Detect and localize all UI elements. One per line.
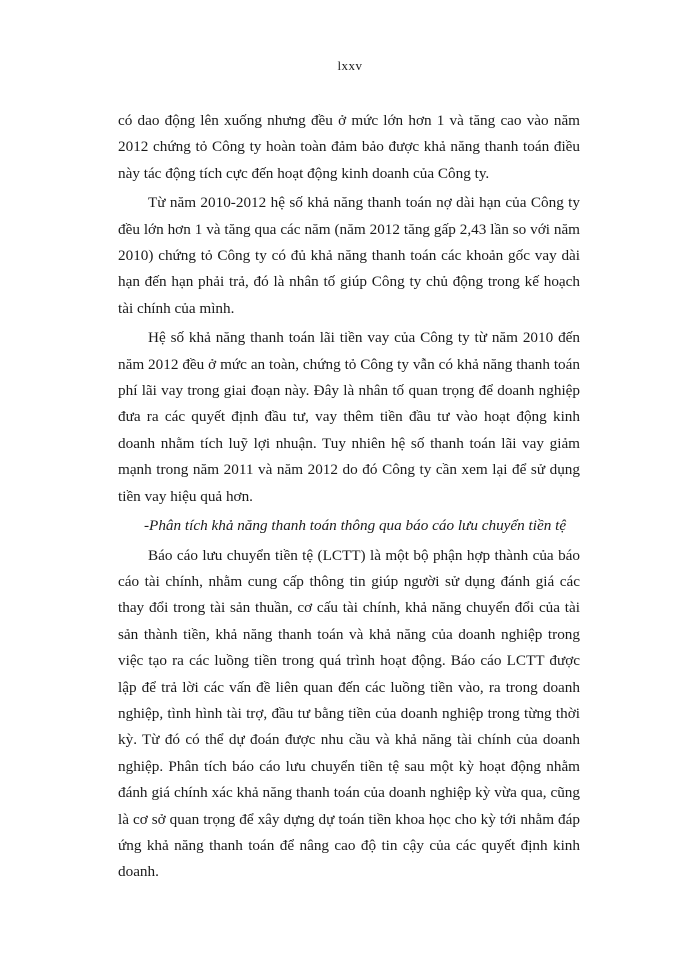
section-heading-cash-flow: -Phân tích khả năng thanh toán thông qua báo cáo lưu chuyển tiền tệ [144,517,567,535]
paragraph-continuation: có dao động lên xuống nhưng đều ở mức lớn hơn 1 và tăng cao vào năm 2012 chứng tỏ Công ty hoàn toàn đảm bảo được khả năng thanh toán điều này tác động tích cực đến hoạt động kinh doanh của Công ty. [118,112,580,182]
page-number: lxxv [337,58,363,73]
paragraph-long-term-solvency: Từ năm 2010-2012 hệ số khả năng thanh toán nợ dài hạn của Công ty đều lớn hơn 1 và tăng qua các năm (năm 2012 tăng gấp 2,43 lần so với năm 2010) chứng tỏ Công ty có đủ khả năng thanh toán các khoản gốc vay dài hạn đến hạn phải trả, đó là nhân tố giúp Công ty chủ động trong kế hoạch tài chính của mình. [118,194,580,317]
document-body [118,108,580,889]
paragraph-interest-coverage: Hệ số khả năng thanh toán lãi tiền vay của Công ty từ năm 2010 đến năm 2012 đều ở mức an toàn, chứng tỏ Công ty vẫn có khả năng thanh toán phí lãi vay trong giai đoạn này. Đây là nhân tố quan trọng để doanh nghiệp đưa ra các quyết định đầu tư, vay thêm tiền đầu tư vào hoạt động kinh doanh nhằm tích luỹ lợi nhuận. Tuy nhiên hệ số thanh toán lãi vay giảm mạnh trong năm 2011 và năm 2012 do đó Công ty cần xem lại để sử dụng tiền vay hiệu quả hơn. [118,329,580,505]
paragraph-cash-flow-statement: Báo cáo lưu chuyển tiền tệ (LCTT) là một bộ phận hợp thành của báo cáo tài chính, nhằm cung cấp thông tin giúp người sử dụng đánh giá các thay đổi trong tài sản thuần, cơ cấu tài chính, khả năng chuyển đổi của tài sản thành tiền, khả năng thanh toán và khả năng của doanh nghiệp trong việc tạo ra các luồng tiền trong quá trình hoạt động. Báo cáo LCTT được lập để trả lời các vấn đề liên quan đến các luồng tiền vào, ra trong doanh nghiệp, tình hình tài trợ, đầu tư bằng tiền của doanh nghiệp trong từng thời kỳ. Từ đó có thể dự đoán được nhu cầu và khả năng tài chính của doanh nghiệp. Phân tích báo cáo lưu chuyển tiền tệ sau một kỳ hoạt động nhằm đánh giá chính xác khả năng thanh toán của doanh nghiệp kỳ vừa qua, cũng là cơ sở quan trọng để xây dựng dự toán tiền khoa học cho kỳ tới nhằm đáp ứng khả năng thanh toán để nâng cao độ tin cậy của các quyết định kinh doanh. [118,546,580,881]
